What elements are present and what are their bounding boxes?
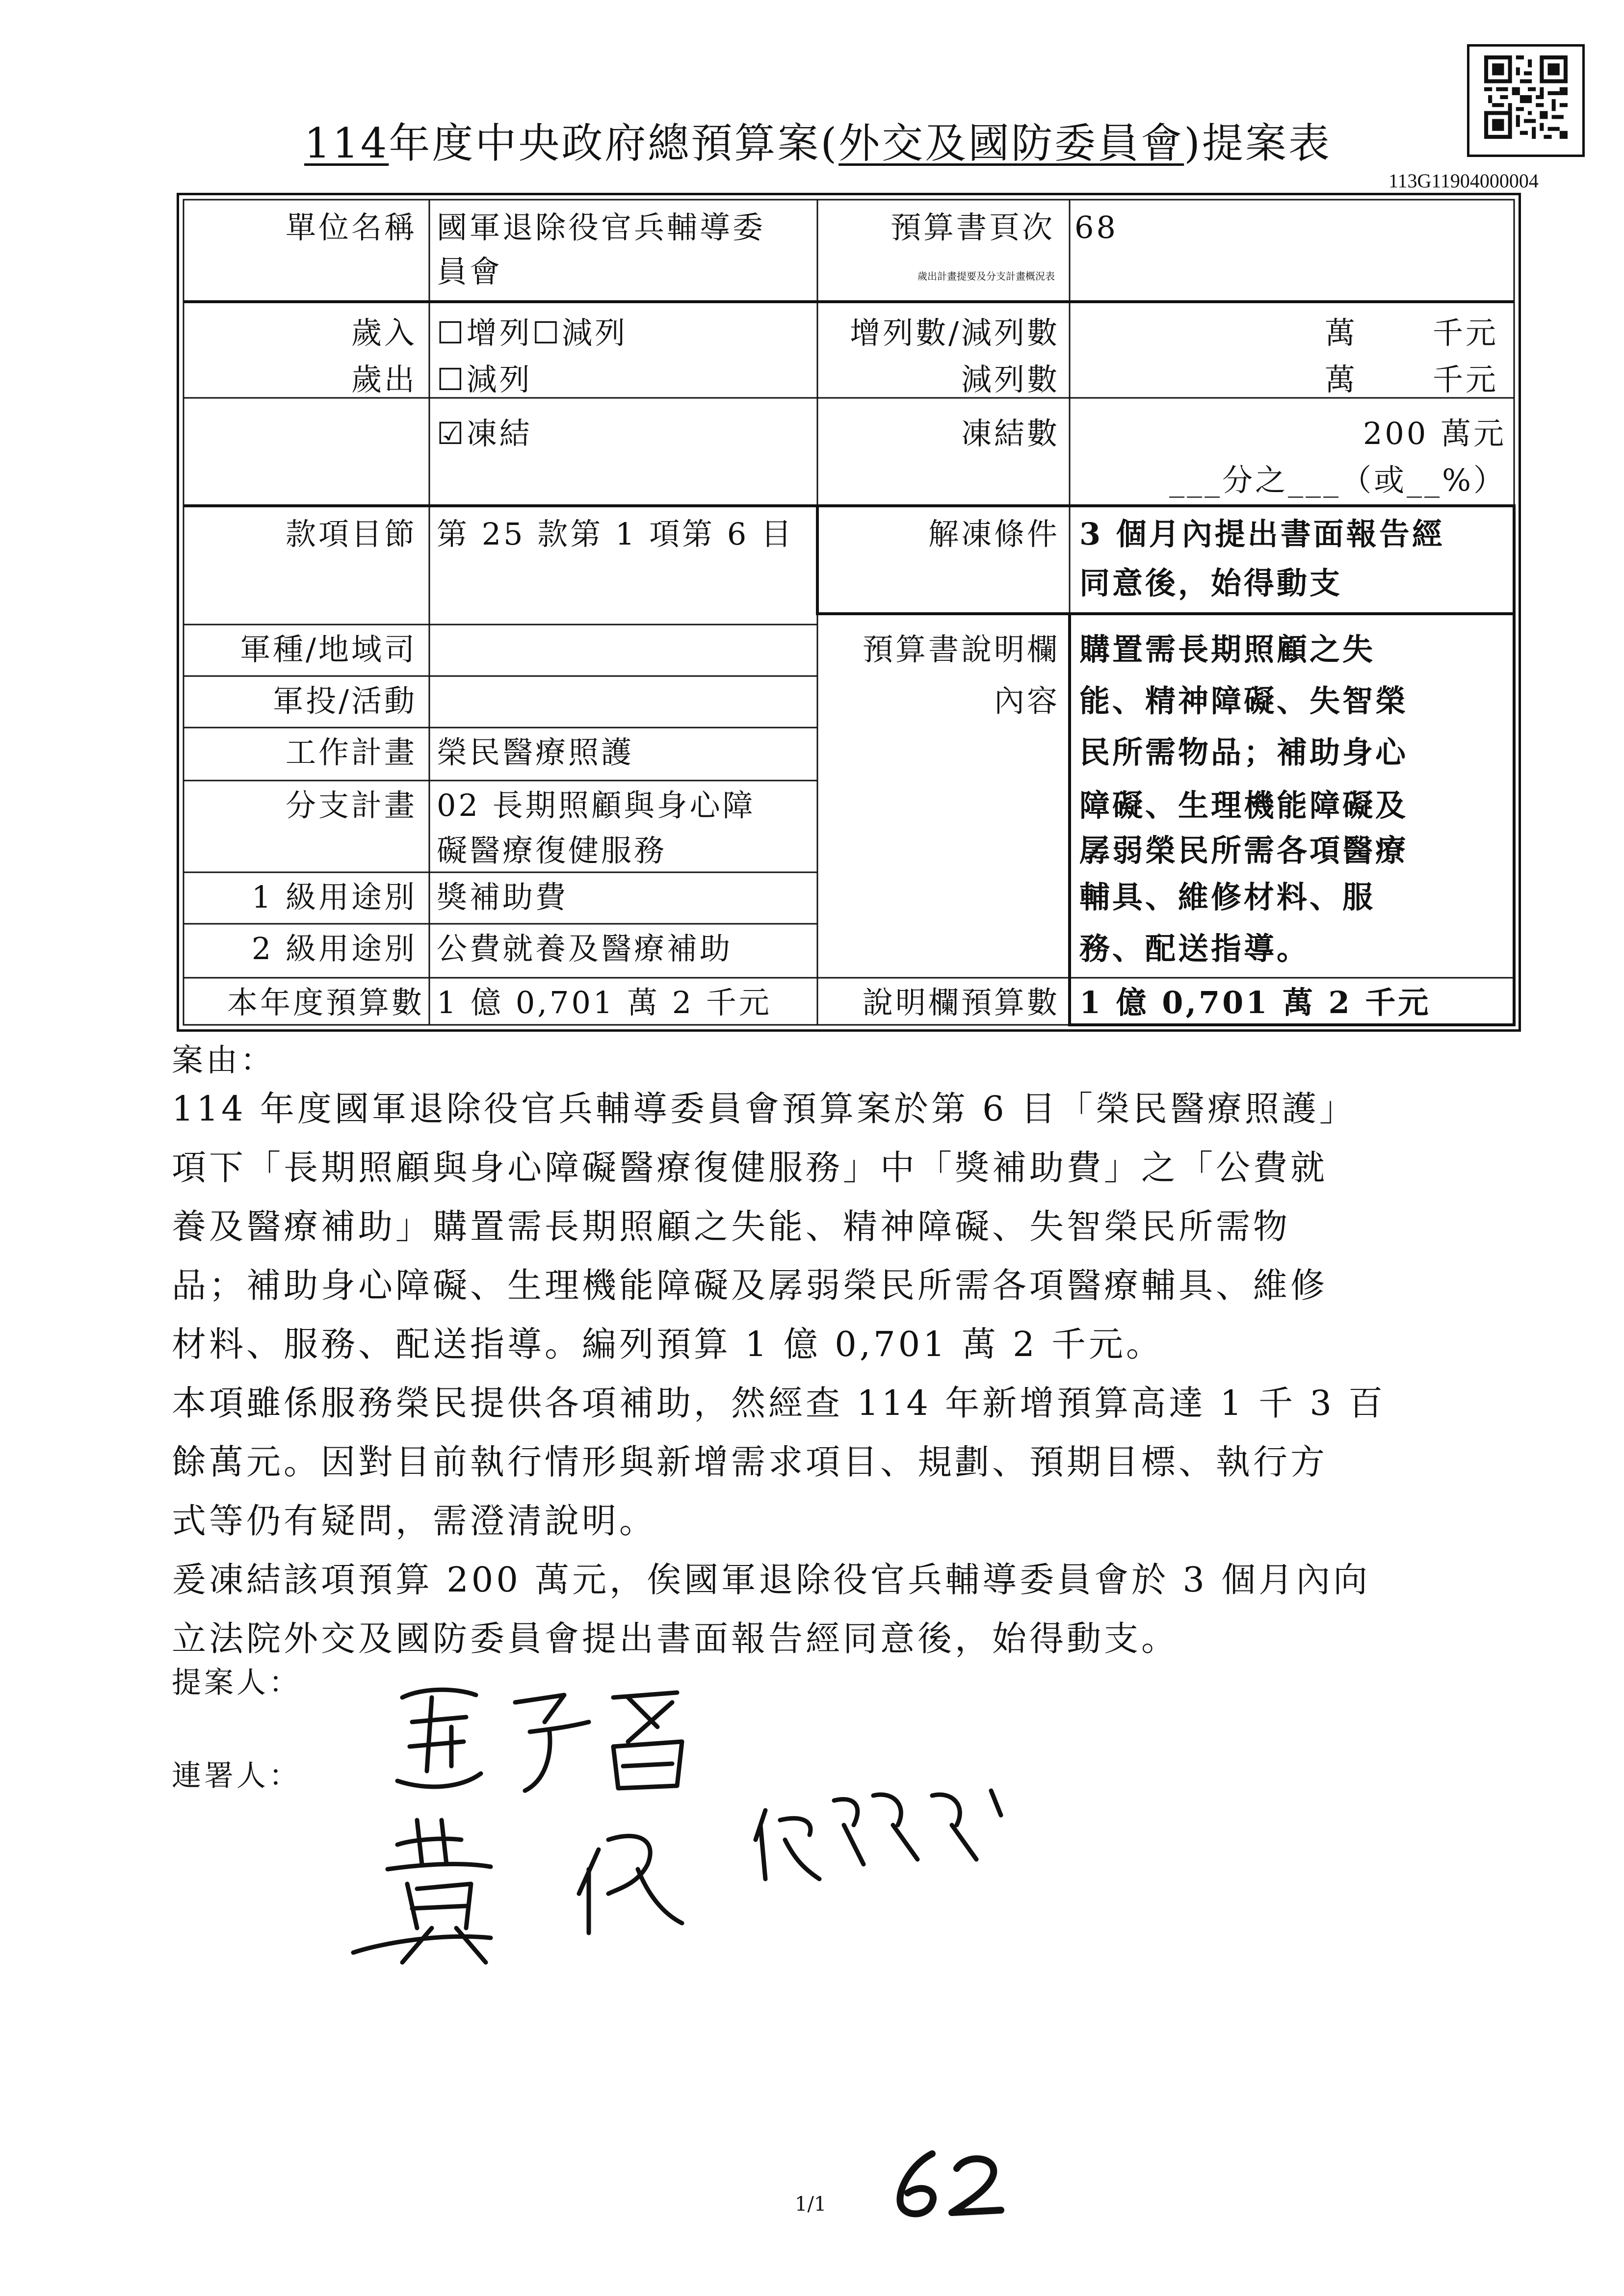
desc-label-line1: 預算書說明欄	[862, 631, 1060, 667]
use1-value: 獎補助費	[437, 879, 569, 915]
cosigner-signatures	[343, 1766, 1055, 1972]
desc-line: 輔具、維修材料、服	[1079, 879, 1376, 915]
reason-line: 材料、服務、配送指導。編列預算 1 億 0,701 萬 2 千元。	[172, 1324, 1163, 1364]
unit-qianyuan-2: 千元	[1433, 362, 1499, 397]
freeze-amount: 200 萬元	[1362, 416, 1506, 451]
cosigner-label: 連署人：	[172, 1759, 301, 1793]
unit-wan-1: 萬	[1325, 315, 1358, 351]
use1-label: 1 級用途別	[251, 879, 417, 915]
reason-line: 品；補助身心障礙、生理機能障礙及孱弱榮民所需各項醫療輔具、維修	[172, 1265, 1328, 1305]
reason-line: 養及醫療補助」購置需長期照顧之失能、精神障礙、失智榮民所需物	[172, 1206, 1290, 1247]
qr-code-icon	[1467, 44, 1585, 157]
subplan-value-line1: 02 長期照顧與身心障	[437, 787, 756, 823]
fraction-text: ___分之___（或__%）	[1169, 462, 1506, 498]
page-title	[304, 110, 1332, 170]
branch-label: 軍種/地域司	[240, 631, 417, 667]
budget-value: 1 億 0,701 萬 2 千元	[437, 985, 772, 1020]
reason-line: 餘萬元。因對目前執行情形與新增需求項目、規劃、預期目標、執行方	[172, 1442, 1328, 1482]
unit-label: 單位名稱	[285, 209, 417, 245]
plan-label: 工作計畫	[285, 734, 417, 770]
unit-value-line1: 國軍退除役官兵輔導委	[437, 209, 766, 245]
desc-budget-label: 說明欄預算數	[862, 985, 1060, 1020]
use2-label: 2 級用途別	[251, 931, 417, 966]
use2-value: 公費就養及醫療補助	[437, 931, 733, 966]
subplan-label: 分支計畫	[285, 787, 417, 823]
unfreeze-line2: 同意後，始得動支	[1079, 565, 1343, 601]
reason-line: 立法院外交及國防委員會提出書面報告經同意後，始得動支。	[172, 1618, 1179, 1659]
reason-line: 本項雖係服務榮民提供各項補助，然經查 114 年新增預算高達 1 千 3 百	[172, 1383, 1386, 1423]
item-value: 第 25 款第 1 項第 6 目	[437, 516, 794, 552]
proposal-form-table	[177, 193, 1521, 1032]
desc-budget-value: 1 億 0,701 萬 2 千元	[1079, 985, 1431, 1020]
unfreeze-label: 解凍條件	[928, 516, 1060, 552]
desc-line: 務、配送指導。	[1079, 931, 1310, 966]
unit-qianyuan-1: 千元	[1433, 315, 1499, 351]
expense-label: 歲出	[351, 362, 417, 397]
invest-label: 軍投/活動	[273, 683, 417, 719]
desc-line: 孱弱榮民所需各項醫療	[1079, 833, 1409, 868]
reason-line: 114 年度國軍退除役官兵輔導委員會預算案於第 6 目「榮民醫療照護」	[172, 1089, 1357, 1129]
desc-line: 購置需長期照顧之失	[1079, 631, 1376, 667]
title-year: 114	[304, 119, 389, 167]
handwritten-page-number	[883, 2144, 1011, 2222]
reason-label: 案由：	[172, 1043, 275, 1079]
unit-wan-2: 萬	[1325, 362, 1358, 397]
dec-label: 減列數	[961, 362, 1060, 397]
desc-label-line2: 內容	[994, 683, 1060, 719]
expense-option: ☐減列	[437, 362, 532, 397]
plan-value: 榮民醫療照護	[437, 734, 634, 770]
document-code: 113G11904000004	[1388, 170, 1539, 192]
page-sublabel: 歲出計畫提要及分支計畫概況表	[917, 270, 1055, 282]
proposer-label: 提案人：	[172, 1666, 301, 1700]
freeze-label: 凍結數	[961, 416, 1060, 451]
budget-label: 本年度預算數	[227, 985, 424, 1020]
inc-dec-label: 增列數/減列數	[850, 315, 1060, 351]
revenue-label: 歲入	[351, 315, 417, 351]
item-label: 款項目節	[285, 516, 417, 552]
page-value: 68	[1074, 209, 1118, 245]
revenue-options: ☐增列☐減列	[437, 315, 628, 351]
title-mid: 年度中央政府總預算案(	[389, 119, 839, 167]
reason-line: 爰凍結該項預算 200 萬元，俟國軍退除役官兵輔導委員會於 3 個月內向	[172, 1560, 1371, 1600]
reason-line: 項下「長期照顧與身心障礙醫療復健服務」中「獎補助費」之「公費就	[172, 1148, 1328, 1188]
page-fraction: 1/1	[795, 2193, 827, 2216]
subplan-value-line2: 礙醫療復健服務	[437, 833, 667, 868]
desc-line: 障礙、生理機能障礙及	[1079, 787, 1409, 823]
desc-line: 能、精神障礙、失智榮	[1079, 683, 1409, 719]
page-label: 預算書頁次	[890, 209, 1055, 245]
freeze-option: ☑凍結	[437, 416, 532, 451]
title-end: )提案表	[1184, 119, 1332, 167]
unfreeze-line1: 3 個月內提出書面報告經	[1079, 516, 1445, 552]
title-committee: 外交及國防委員會	[838, 119, 1184, 167]
reason-line: 式等仍有疑問，需澄清說明。	[172, 1501, 656, 1541]
desc-line: 民所需物品；補助身心	[1079, 734, 1409, 770]
unit-value-line2: 員會	[437, 254, 503, 289]
